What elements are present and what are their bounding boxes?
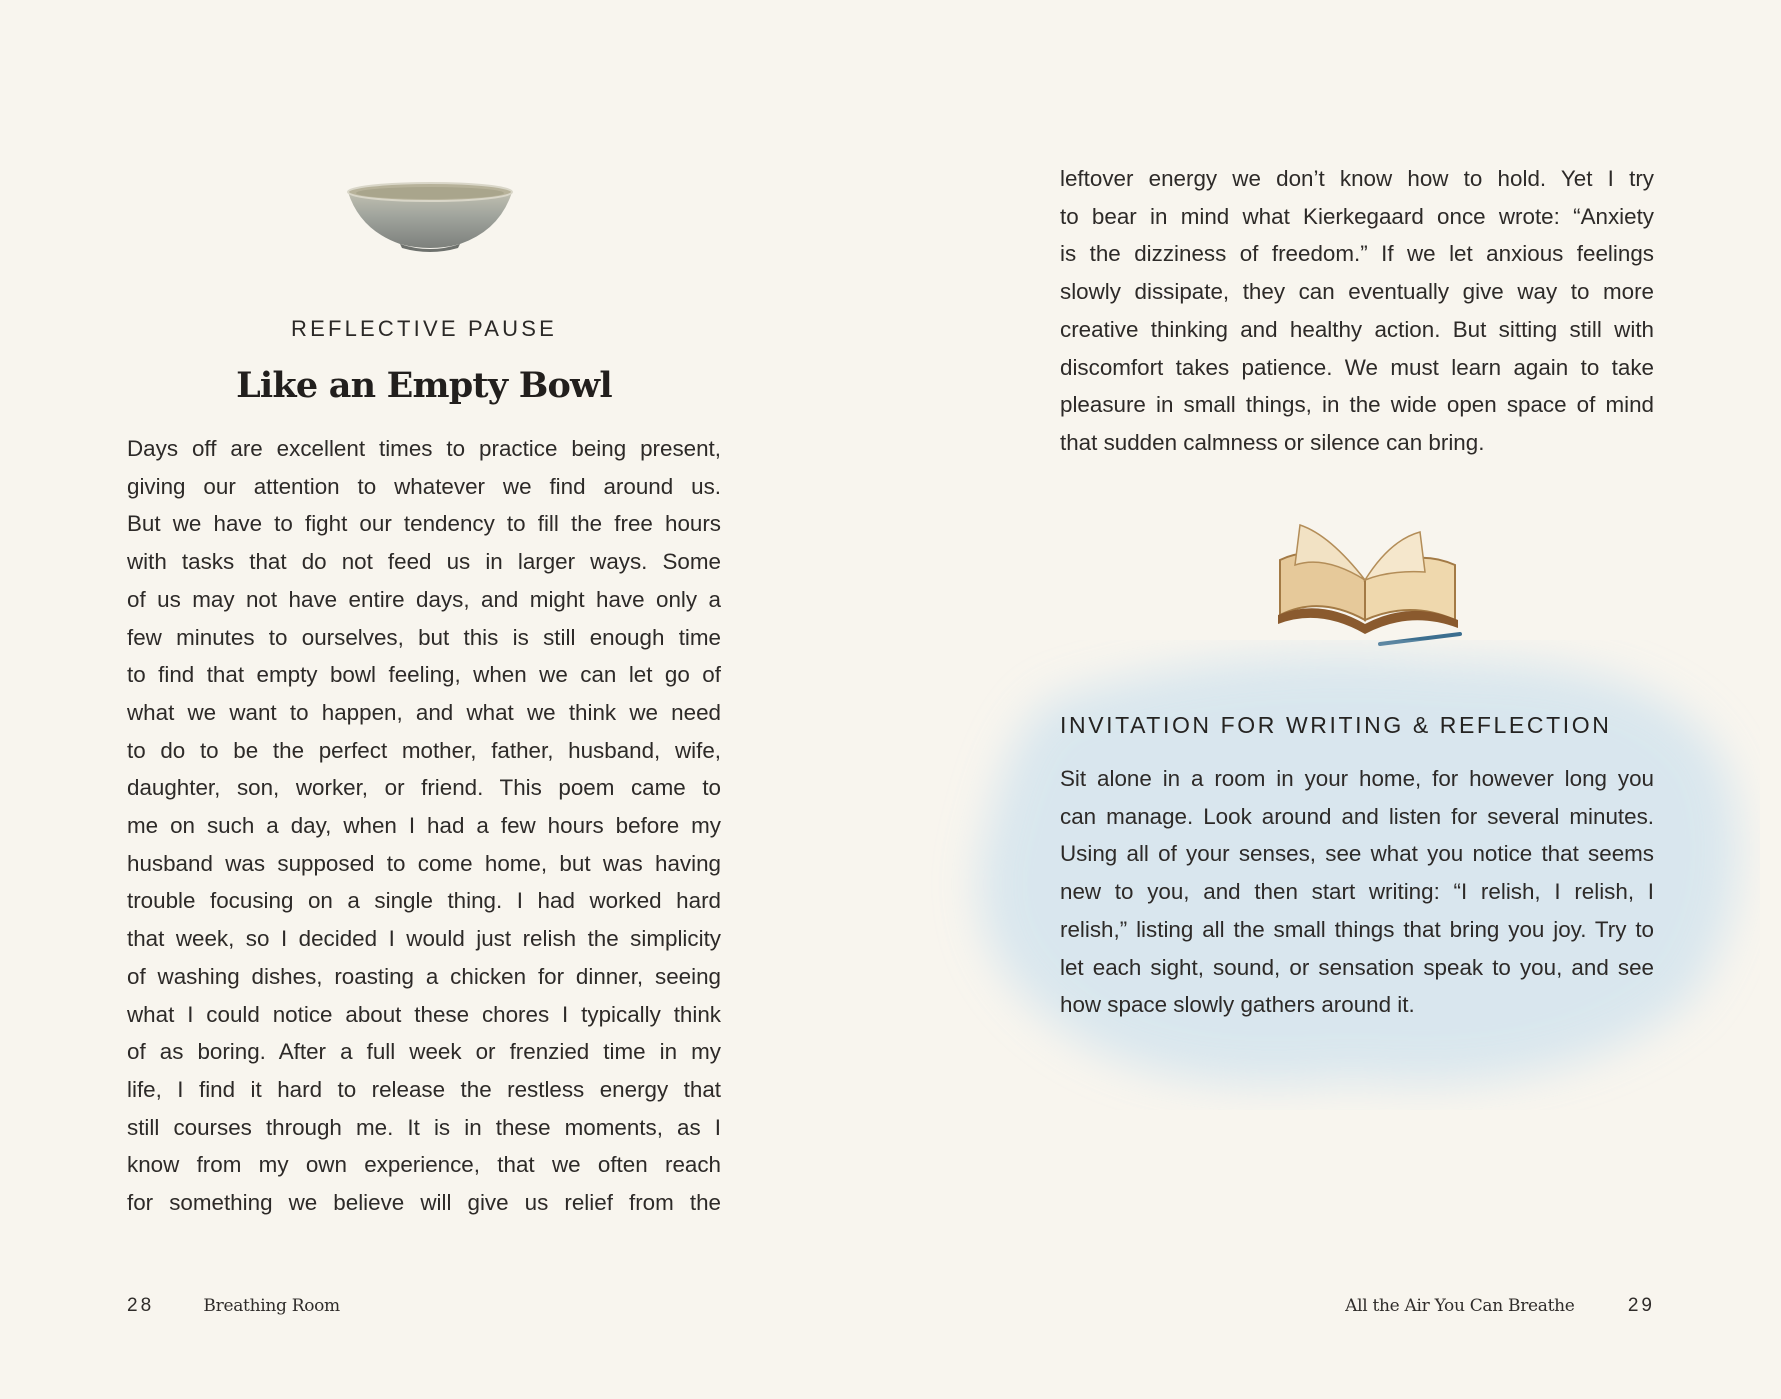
text-line: of as boring. After a full week or frenzied time in my xyxy=(127,1039,721,1065)
text-line: can manage. Look around and listen for several minutes. xyxy=(1060,803,1654,829)
text-line: slowly dissipate, they can eventually give way to more xyxy=(1060,279,1654,305)
open-book-icon xyxy=(1270,520,1470,655)
bowl-icon xyxy=(340,178,520,258)
text-line: creative thinking and healthy action. But sitting still with xyxy=(1060,316,1654,342)
text-line: But we have to fight our tendency to fill the free hours xyxy=(127,511,721,537)
page-number: 28 xyxy=(127,1295,155,1316)
text-line: still courses through me. It is in these moments, as I xyxy=(127,1114,721,1140)
text-line: know from my own experience, that we often reach xyxy=(127,1152,721,1178)
text-line: life, I find it hard to release the restless energy that xyxy=(127,1076,721,1102)
text-line: discomfort takes patience. We must learn again to take xyxy=(1060,354,1654,380)
text-line: Sit alone in a room in your home, for however long you xyxy=(1060,766,1654,791)
text-line: pleasure in small things, in the wide open space of mind xyxy=(1060,392,1654,418)
text-line: to bear in mind what Kierkegaard once wrote: “Anxiety xyxy=(1060,203,1654,229)
text-line: of us may not have entire days, and might have only a xyxy=(127,586,721,612)
text-line: Using all of your senses, see what you notice that seems xyxy=(1060,841,1654,867)
text-line: me on such a day, when I had a few hours before my xyxy=(127,813,721,839)
right-body-text xyxy=(1060,160,1654,462)
right-footer xyxy=(1345,1295,1655,1317)
text-line: how space slowly gathers around it. xyxy=(1060,992,1415,1018)
right-page xyxy=(890,0,1781,1399)
text-line: what we want to happen, and what we think we need xyxy=(127,699,721,725)
section-kicker: REFLECTIVE PAUSE xyxy=(291,316,557,341)
text-line: new to you, and then start writing: “I relish, I relish, I xyxy=(1060,879,1654,905)
invitation-body-text xyxy=(1060,760,1654,1024)
text-line: that sudden calmness or silence can bring. xyxy=(1060,429,1485,455)
left-body-text xyxy=(127,430,721,1222)
text-line: daughter, son, worker, or friend. This poem came to xyxy=(127,775,721,801)
text-line: leftover energy we don’t know how to hold. Yet I try xyxy=(1060,166,1654,191)
running-head: All the Air You Can Breathe xyxy=(1345,1296,1575,1316)
text-line: of washing dishes, roasting a chicken for dinner, seeing xyxy=(127,963,721,989)
text-line: that week, so I decided I would just relish the simplicity xyxy=(127,926,721,952)
text-line: husband was supposed to come home, but was having xyxy=(127,850,721,876)
left-page xyxy=(0,0,890,1399)
text-line: giving our attention to whatever we find around us. xyxy=(127,473,721,499)
left-footer xyxy=(127,1295,340,1317)
text-line: relish,” listing all the small things that bring you joy. Try to xyxy=(1060,916,1654,942)
text-line: to find that empty bowl feeling, when we can let go of xyxy=(127,662,721,688)
text-line: for something we believe will give us relief from the xyxy=(127,1190,721,1216)
page-number: 29 xyxy=(1627,1295,1655,1316)
text-line: trouble focusing on a single thing. I had worked hard xyxy=(127,888,721,914)
text-line: few minutes to ourselves, but this is still enough time xyxy=(127,624,721,650)
running-head: Breathing Room xyxy=(203,1296,340,1316)
text-line: with tasks that do not feed us in larger ways. Some xyxy=(127,549,721,575)
text-line: is the dizziness of freedom.” If we let anxious feelings xyxy=(1060,241,1654,267)
text-line: to do to be the perfect mother, father, husband, wife, xyxy=(127,737,721,763)
page-title: Like an Empty Bowl xyxy=(236,365,612,406)
text-line: Days off are excellent times to practice being present, xyxy=(127,436,721,461)
invitation-heading: INVITATION FOR WRITING & REFLECTION xyxy=(1060,712,1612,738)
text-line: what I could notice about these chores I typically think xyxy=(127,1001,721,1027)
text-line: let each sight, sound, or sensation speak to you, and see xyxy=(1060,954,1654,980)
